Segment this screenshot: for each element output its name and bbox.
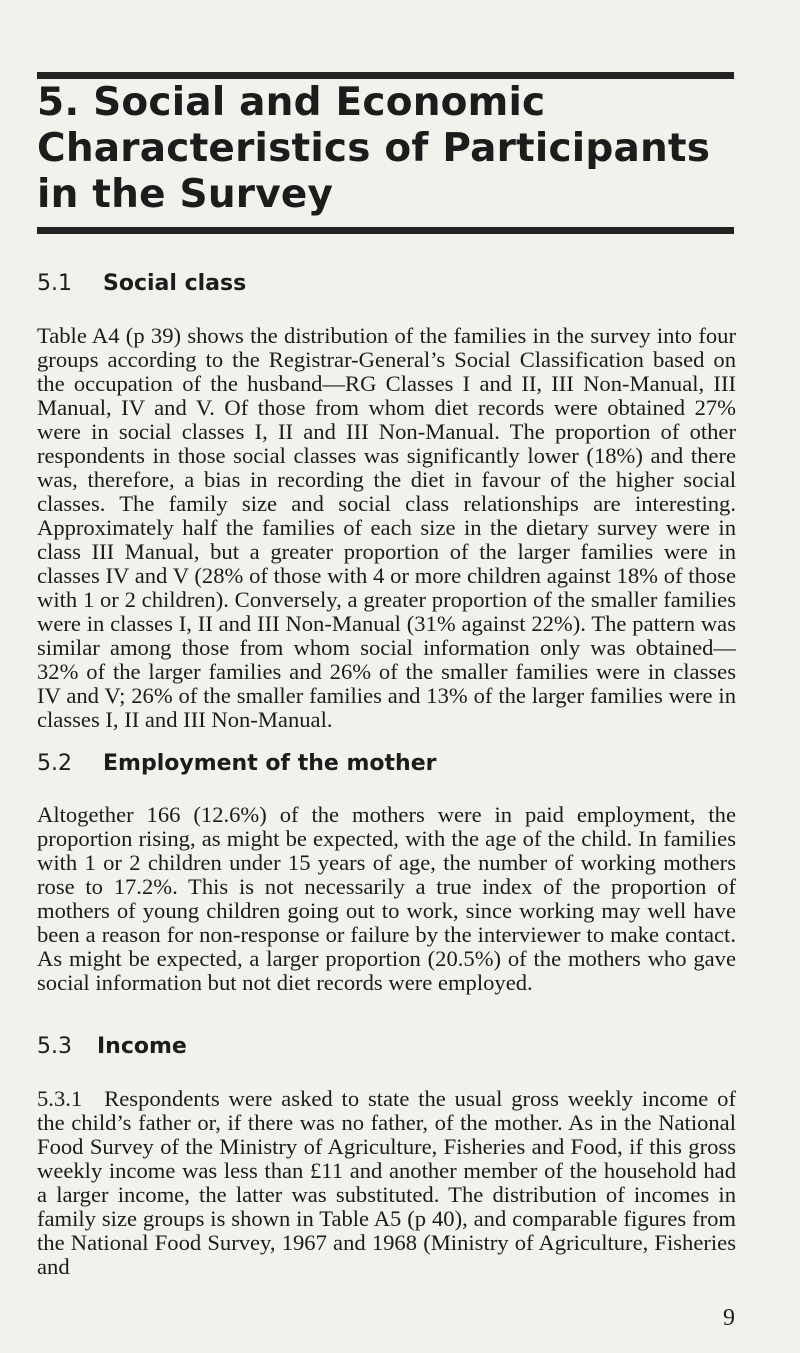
paragraph-social-class: Table A4 (p 39) shows the distribution of the families in the survey into four groups according to the Registrar-General’s Social Classification based on the occupation of the husband—RG Classes I and II, III Non-Manual, III Manual, IV and V. Of those from whom diet records were obtained 27% were in social classes I, II and III Non-Manual. The proportion of other respondents in those social classes was significantly lower (18%) and there was, therefore, a bias in recording the diet in favour of the higher social classes. The family size and social class relationships are interesting. Approximately half the families of each size in the dietary survey were in class III Manual, but a greater proportion of the larger families were in classes IV and V (28% of those with 4 or more children against 18% of those with 1 or 2 children). Conversely, a greater proportion of the smaller families were in classes I, II and III Non-Manual (31% against 22%). The pattern was similar among those from whom social information only was obtained—32% of the larger families and 26% of the smaller families were in classes IV and V; 26% of the smaller families and 13% of the larger families were in classes I, II and III Non-Manual. [37,323,736,732]
section-title: Social class [103,271,247,296]
section-number: 5.3 [37,1034,72,1059]
section-number: 5.1 [37,271,72,296]
paragraph-employment: Altogether 166 (12.6%) of the mothers were in paid employment, the proportion rising, as might be expected, with the age of the child. In families with 1 or 2 children under 15 years of age, the number of working mothers rose to 17.2%. This is not necessarily a true index of the proportion of mothers of young children going out to work, since working may well have been a reason for non-response or failure by the interviewer to make contact. As might be expected, a larger proportion (20.5%) of the mothers who gave social information but not diet records were employed. [37,802,736,995]
paragraph-income-text: Respondents were asked to state the usual gross weekly income of the child’s father or, if there was no father, of the mother. As in the National Food Survey of the Ministry of Agriculture, Fisheries and Food, if this gross weekly income was less than £11 and another member of the household had a larger income, the latter was substituted. The distribution of incomes in family size groups is shown in Table A5 (p 40), and comparable figures from the National Food Survey, 1967 and 1968 (Ministry of Agriculture, Fisheries and [37,1086,736,1279]
section-heading-social-class [37,270,246,298]
top-rule [37,72,734,79]
section-number: 5.2 [37,751,72,776]
chapter-title: 5. Social and Economic Characteristics of Participants in the Survey [37,80,711,217]
section-title: Employment of the mother [103,751,437,776]
bottom-rule [37,227,734,234]
paragraph-number: 5.3.1 [37,1086,83,1111]
section-heading-income [37,1033,187,1061]
paragraph-income [37,1087,736,1279]
section-title: Income [97,1034,187,1059]
page-number: 9 [723,1305,735,1331]
section-heading-employment [37,750,436,778]
